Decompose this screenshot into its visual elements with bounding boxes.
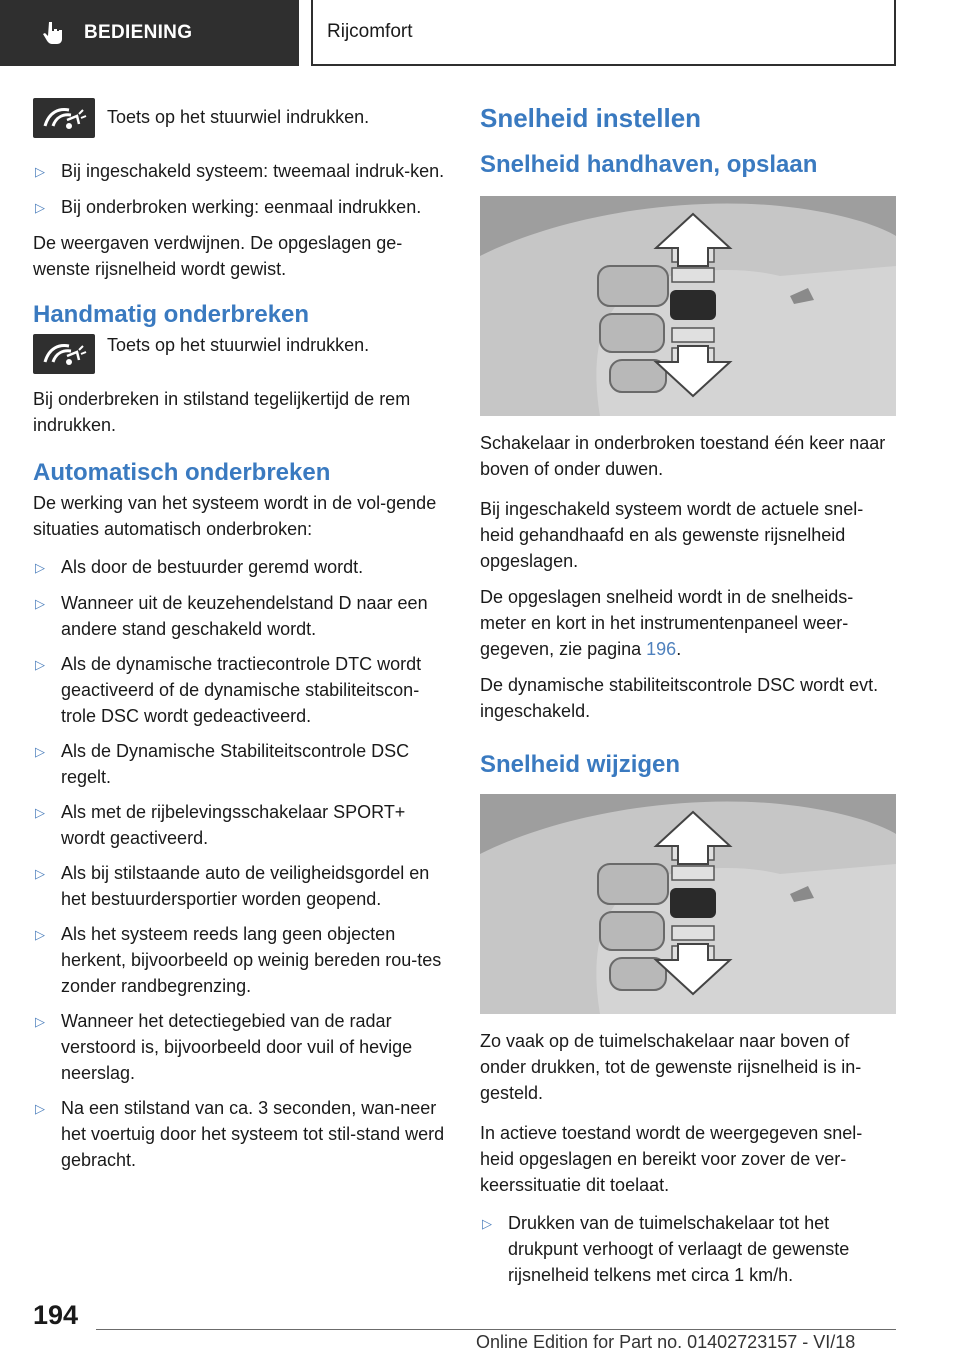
list-item: ▷ Na een stilstand van ca. 3 seconden, wan-neer het voertuig door het systeem tot stil-stand werd gebracht.	[33, 1095, 451, 1173]
triangle-bullet-icon: ▷	[35, 744, 45, 759]
triangle-bullet-icon: ▷	[35, 164, 45, 179]
icon-instruction-text: Toets op het stuurwiel indrukken.	[107, 107, 370, 127]
paragraph: De opgeslagen snelheid wordt in de snelheids-meter en kort in het instrumentenpaneel weer-gegeven, zie pagina 196.	[480, 587, 854, 659]
list-item: ▷ Drukken van de tuimelschakelaar tot het drukpunt verhoogt of verlaagt de gewenste rijsnelheid telkens met circa 1 km/h.	[480, 1210, 896, 1288]
list-item: ▷ Bij ingeschakeld systeem: tweemaal indruk-ken.	[33, 158, 451, 185]
triangle-bullet-icon: ▷	[35, 560, 45, 575]
main-heading: Snelheid instellen	[480, 103, 702, 133]
section-heading: Handmatig onderbreken	[33, 301, 310, 328]
cruise-control-button-icon	[33, 98, 95, 138]
icon-instruction-text: Toets op het stuurwiel indrukken.	[107, 335, 370, 355]
icon-instruction	[33, 98, 451, 138]
bullet-list	[33, 554, 451, 1173]
list-item: ▷ Als de dynamische tractiecontrole DTC wordt geactiveerd of de dynamische stabiliteitscon-trole DSC wordt gedeactiveerd.	[33, 651, 451, 729]
triangle-bullet-icon: ▷	[35, 1014, 45, 1029]
page-link[interactable]: 196	[646, 639, 677, 659]
triangle-bullet-icon: ▷	[35, 657, 45, 672]
right-column	[480, 102, 896, 1297]
chapter-tab	[311, 0, 896, 66]
list-item: ▷ Wanneer uit de keuzehendelstand D naar een andere stand geschakeld wordt.	[33, 590, 451, 642]
list-item: ▷ Als bij stilstaande auto de veiligheidsgordel en het bestuurdersportier worden geopend.	[33, 860, 451, 912]
section-heading: Snelheid handhaven, opslaan	[480, 151, 818, 178]
bullet-list	[33, 158, 451, 221]
chapter-title: Rijcomfort	[327, 21, 413, 42]
cruise-control-button-icon	[33, 334, 95, 374]
bullet-list	[480, 1210, 896, 1288]
section-heading: Snelheid wijzigen	[480, 751, 681, 778]
icon-instruction	[33, 334, 451, 374]
triangle-bullet-icon: ▷	[35, 927, 45, 942]
list-item: ▷ Als het systeem reeds lang geen objecten herkent, bijvoorbeeld op weinig bereden rou-tes zonder randbegrenzing.	[33, 921, 451, 999]
triangle-bullet-icon: ▷	[35, 596, 45, 611]
pointing-hand-icon	[40, 20, 66, 46]
list-item: ▷ Als met de rijbelevingsschakelaar SPORT+ wordt geactiveerd.	[33, 799, 451, 851]
paragraph: De dynamische stabiliteitscontrole DSC wordt evt. ingeschakeld.	[480, 675, 879, 721]
triangle-bullet-icon: ▷	[35, 1101, 45, 1116]
footer-divider	[96, 1329, 896, 1330]
page-number: 194	[33, 1300, 79, 1330]
triangle-bullet-icon: ▷	[35, 866, 45, 881]
list-item: ▷ Wanneer het detectiegebied van de radar verstoord is, bijvoorbeeld door vuil of hevige neerslag.	[33, 1008, 451, 1086]
triangle-bullet-icon: ▷	[482, 1216, 492, 1231]
section-tab	[0, 0, 299, 66]
left-column	[33, 98, 451, 1182]
section-heading: Automatisch onderbreken	[33, 459, 331, 486]
list-item: ▷ Bij onderbroken werking: eenmaal indrukken.	[33, 194, 451, 221]
paragraph: Bij ingeschakeld systeem wordt de actuele snel-heid gehandhaafd en als gewenste rijsnelheid opgeslagen.	[480, 499, 864, 571]
list-item: ▷ Als de Dynamische Stabiliteitscontrole DSC regelt.	[33, 738, 451, 790]
triangle-bullet-icon: ▷	[35, 805, 45, 820]
triangle-bullet-icon: ▷	[35, 200, 45, 215]
paragraph: In actieve toestand wordt de weergegeven snel-heid opgeslagen en bereikt voor zover de ver-keerssituatie dit toelaat.	[480, 1123, 863, 1195]
steering-wheel-switch-image	[480, 196, 896, 416]
list-item: ▷ Als door de bestuurder geremd wordt.	[33, 554, 451, 581]
paragraph: De weergaven verdwijnen. De opgeslagen ge-wenste rijsnelheid wordt gewist.	[33, 233, 403, 279]
paragraph: Bij onderbreken in stilstand tegelijkertijd de rem indrukken.	[33, 389, 411, 435]
paragraph: Schakelaar in onderbroken toestand één keer naar boven of onder duwen.	[480, 433, 886, 479]
paragraph: De werking van het systeem wordt in de vol-gende situaties automatisch onderbroken:	[33, 493, 437, 539]
steering-wheel-switch-image	[480, 794, 896, 1014]
section-title: BEDIENING	[84, 22, 193, 43]
paragraph: Zo vaak op de tuimelschakelaar naar boven of onder drukken, tot de gewenste rijsnelheid is in-gesteld.	[480, 1031, 862, 1103]
edition-footer: Online Edition for Part no. 01402723157 - VI/18	[476, 1332, 856, 1352]
